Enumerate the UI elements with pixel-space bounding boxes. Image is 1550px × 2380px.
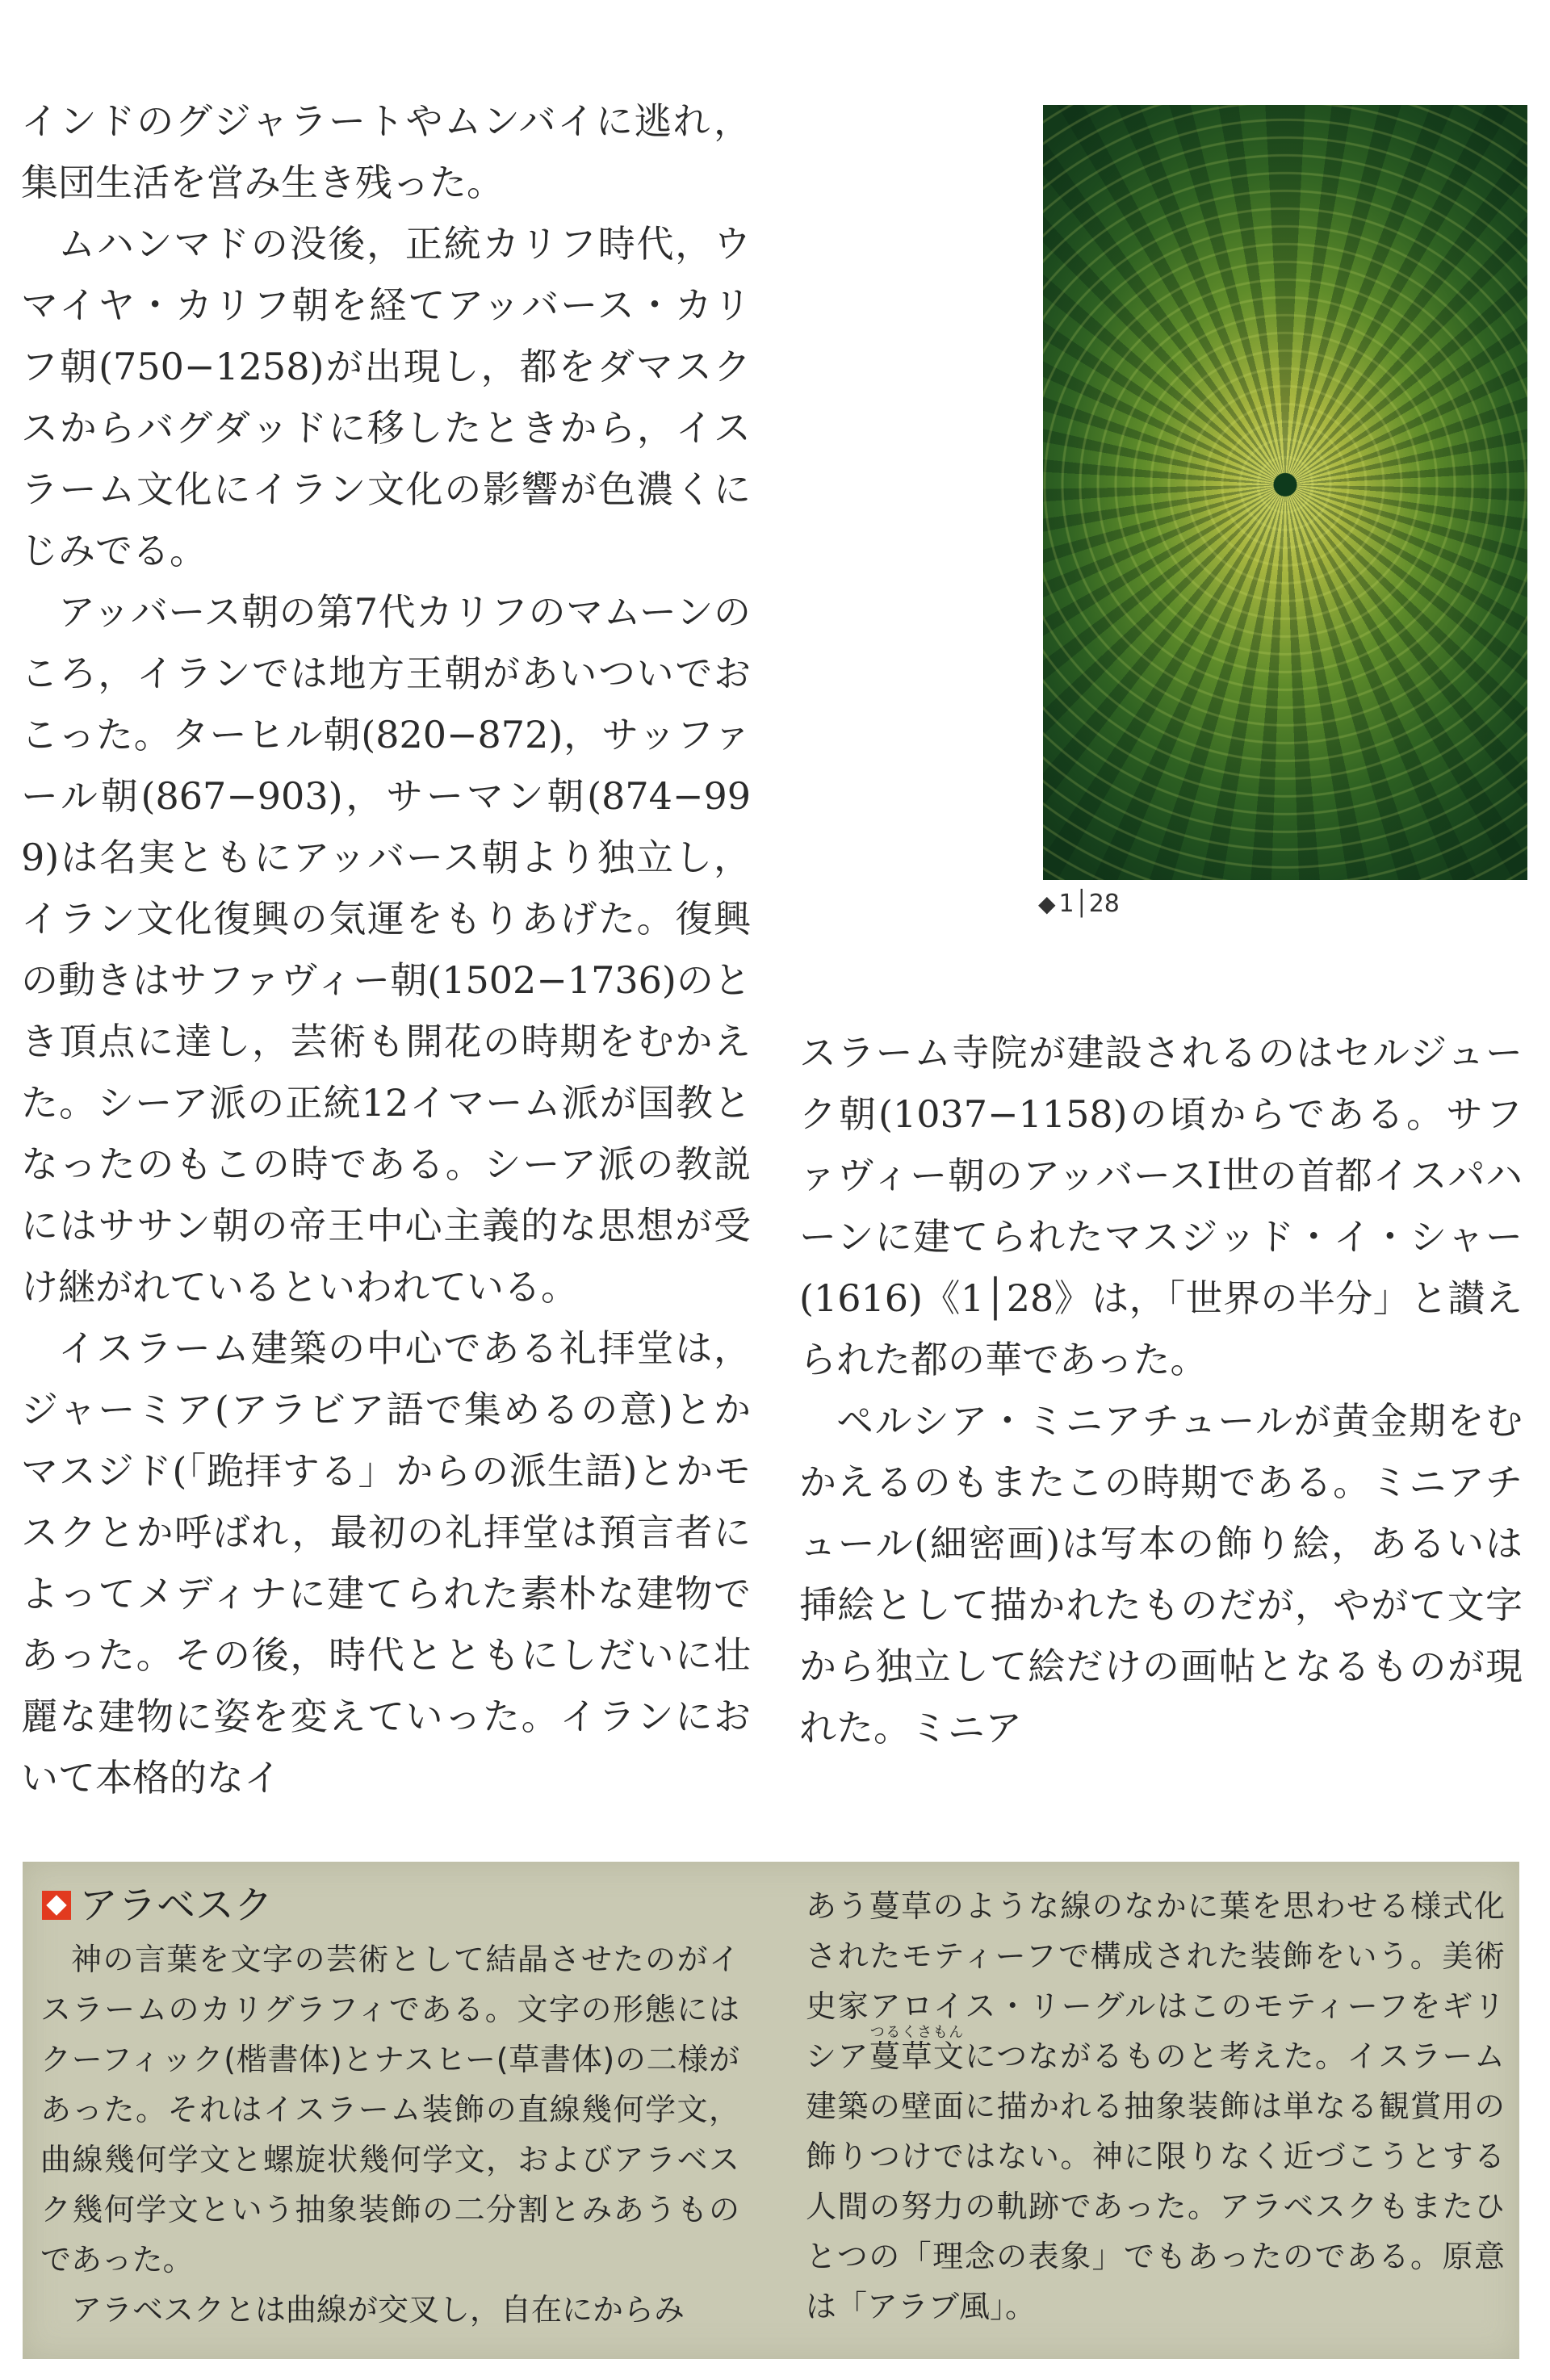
photo-caption: ◆ 1│28 (1038, 890, 1120, 918)
paragraph: インドのグジャラートやムンバイに逃れ，集団生活を営み生き残った。 (21, 99, 751, 204)
paragraph: あう蔓草のような線のなかに葉を思わせる様式化されたモティーフで構成された装飾をいう。美術史家アロイス・リーグルはこのモティーフをギリシア蔓草文つるくさもんにつながるものと考えた。イスラーム建築の壁面に描かれる抽象装飾は単なる観賞用の飾りつけではない。神に限りなく近づこうとする人間の努力の軌跡であった。アラベスクもまたひとつの「理念の表象」でもあったのである。原意は「アラブ風」。 (806, 1888, 1505, 2324)
ruby-annotation: 蔓草文つるくさもん (869, 2024, 966, 2074)
paragraph: アラベスクとは曲線が交叉し，自在にからみ (71, 2292, 685, 2328)
sidebar-right-column (806, 1881, 1505, 2332)
paragraph: スラーム寺院が建設されるのはセルジューク朝(1037−1158)の頃からである。サファヴィー朝のアッバースⅠ世の首都イスパハーンに建てられたマスジッド・イ・シャー(1616)《1│28》は，「世界の半分」と讃えられた都の華であった。 (799, 1031, 1523, 1381)
paragraph: ペルシア・ミニアチュールが黄金期をむかえるのもまたこの時期である。ミニアチュール(細密画)は写本の飾り絵，あるいは挿絵として描かれたものだが，やがて文字から独立して絵だけの画帖となるものが現れた。ミニア (799, 1399, 1523, 1749)
right-text-column (799, 1022, 1523, 1758)
left-text-column (21, 90, 751, 1808)
sidebar-box-title: アラベスク (42, 1881, 273, 1930)
mosque-dome-photo (1043, 105, 1527, 880)
sidebar-left-column (40, 1934, 739, 2335)
diamond-icon: ◆ (1038, 890, 1056, 917)
paragraph: 神の言葉を文字の芸術として結晶させたのがイスラームのカリグラフィである。文字の形態にはクーフィック(楷書体)とナスヒー(草書体)の二様があった。それはイスラーム装飾の直線幾何学文，曲線幾何学文と螺旋状幾何学文，およびアラベスク幾何学文という抽象装飾の二分割とみあうものであった。 (40, 1942, 739, 2277)
paragraph: イスラーム建築の中心である礼拝堂は，ジャーミア(アラビア語で集めるの意)とかマスジド(「跪拝する」からの派生語)とかモスクとか呼ばれ，最初の礼拝堂は預言者によってメディナに建てられた素朴な建物であった。その後，時代とともにしだいに壮麗な建物に姿を変えていった。イランにおいて本格的なイ (21, 1326, 751, 1800)
paragraph: アッバース朝の第7代カリフのマムーンのころ，イランでは地方王朝があいついでおこった。ターヒル朝(820−872)，サッファール朝(867−903)，サーマン朝(874−999)は名実ともにアッバース朝より独立し，イラン文化復興の気運をもりあげた。復興の動きはサファヴィー朝(1502−1736)のとき頂点に達し，芸術も開花の時期をむかえた。シーア派の正統12イマーム派が国教となったのもこの時である。シーア派の教説にはササン朝の帝王中心主義的な思想が受け継がれているといわれている。 (21, 590, 751, 1309)
paragraph: ムハンマドの没後，正統カリフ時代，ウマイヤ・カリフ朝を経てアッバース・カリフ朝(750−1258)が出現し，都をダマスクスからバグダッドに移したときから，イスラーム文化にイラン文化の影響が色濃くにじみでる。 (21, 222, 751, 572)
diamond-mark-icon (42, 1891, 71, 1920)
